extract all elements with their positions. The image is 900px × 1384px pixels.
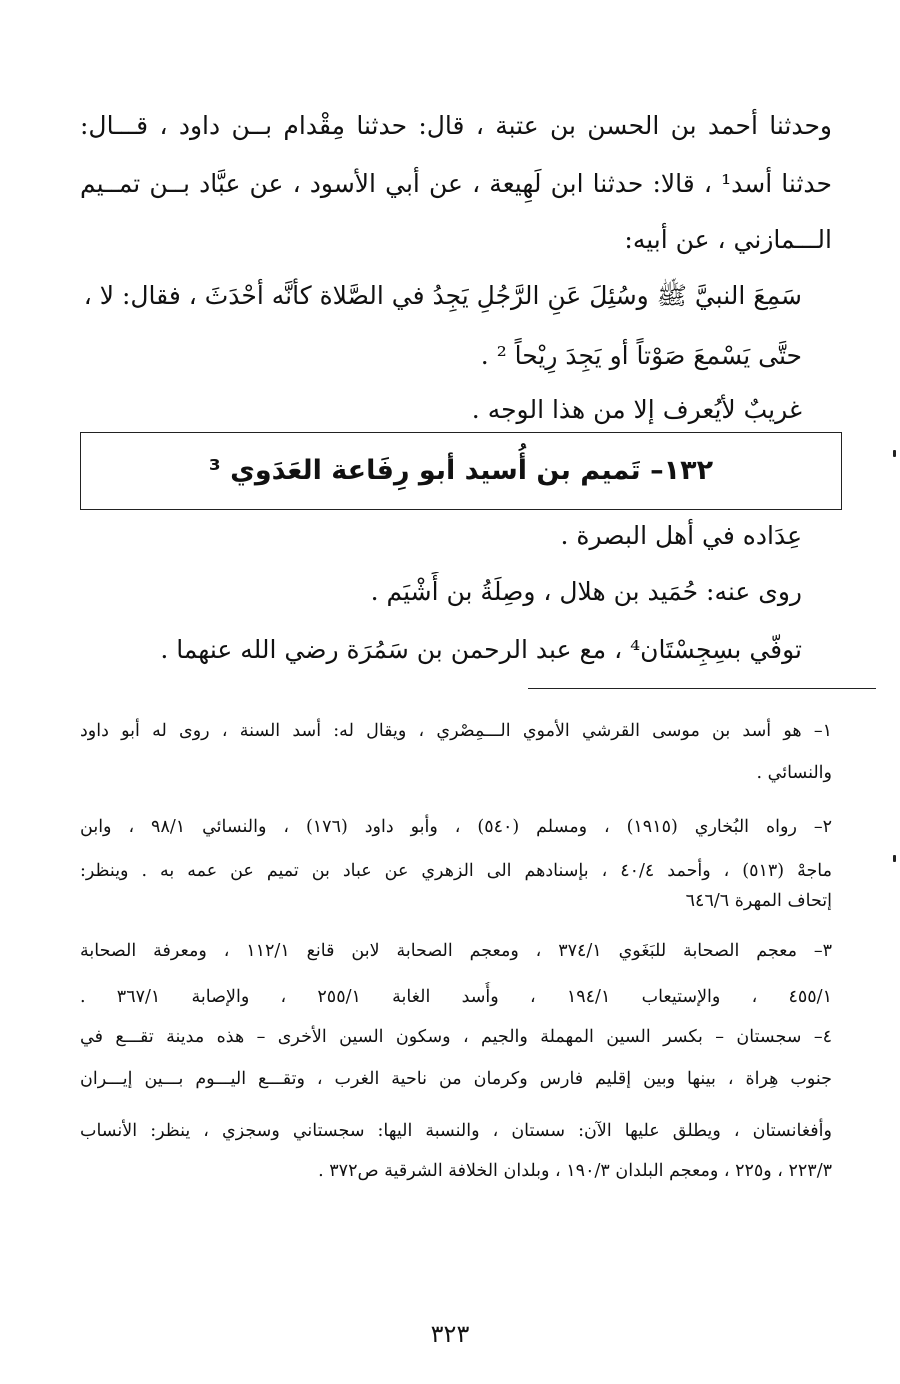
footnote-line-2: والنسائي . xyxy=(756,763,832,783)
footnote-line-6: ٣– معجم الصحابة للبَغَوي ٣٧٤/١ ، ومعجم الصحابة لابن قانع ١١٢/١ ، ومعرفة الصحابة xyxy=(80,941,832,961)
footnote-line-8: ٤– سجستان – بكسر السين المهملة والجيم ، وسكون السين الأخرى – هذه مدينة تقـــع في xyxy=(80,1027,832,1047)
footnote-line-7: ٤٥٥/١ ، والإستيعاب ١٩٤/١ ، وأُسد الغابة ٢٥٥/١ ، والإصابة ٣٦٧/١ . xyxy=(80,987,832,1007)
footnote-line-1: ١– هو أسد بن موسى القرشي الأموي الـــمِصْري ، ويقال له: أسد السنة ، روى له أبو داود xyxy=(80,721,832,741)
footnote-line-10: وأفغانستان ، ويطلق عليها الآن: سستان ، والنسبة اليها: سجستاني وسجزي ، ينظر: الأنساب xyxy=(80,1121,832,1141)
footnote-line-9: جنوب هِراة ، بينها وبين إقليم فارس وكرمان من ناحية الغرب ، وتقـــع اليـــوم بـــين إيـــران xyxy=(80,1069,832,1089)
entry-line-3: توفّي بسِجِسْتَان⁴ ، مع عبد الرحمن بن سَمُرَة رضي الله عنهما . xyxy=(160,635,802,664)
grading-line: غريبٌ لأيُعرف إلا من هذا الوجه . xyxy=(471,395,802,424)
scan-mark xyxy=(893,450,896,457)
hadith-line-1: سَمِعَ النبيَّ ﷺ وسُئِلَ عَنِ الرَّجُلِ يَجِدُ في الصَّلاة كأنَّه أحْدَثَ ، فقال: لا ، xyxy=(83,281,802,310)
footnote-line-3: ٢– رواه البُخاري (١٩١٥) ، ومسلم (٥٤٠) ، وأبو داود (١٧٦) ، والنسائي ٩٨/١ ، وابن xyxy=(80,817,832,837)
entry-line-1: عِدَاده في أهل البصرة . xyxy=(560,521,802,550)
footnote-line-4: ماجهْ (٥١٣) ، وأحمد ٤٠/٤ ، بإسنادهم الى الزهري عن عباد بن تميم عن عمه به . وينظر: xyxy=(80,861,832,881)
body-line-2: حدثنا أسد¹ ، قالا: حدثنا ابن لَهِيعة ، عن أبي الأسود ، عن عبَّاد بــن تمــيم xyxy=(80,169,832,198)
footnote-separator xyxy=(528,688,876,689)
entry-heading: ١٣٢– تَميم بن أُسيد أبو رِفَاعة العَدَوي ³ xyxy=(80,432,842,510)
entry-line-2: روى عنه: حُمَيد بن هلال ، وصِلَةُ بن أَشْيَم . xyxy=(370,577,802,606)
scan-mark xyxy=(893,855,896,862)
hadith-line-2: حتَّى يَسْمعَ صَوْتاً أو يَجِدَ رِيْحاً ² . xyxy=(480,341,802,370)
body-line-1: وحدثنا أحمد بن الحسن بن عتبة ، قال: حدثنا مِقْدام بــن داود ، قـــال: xyxy=(80,111,832,140)
body-line-3: الـــمازني ، عن أبيه: xyxy=(624,225,832,254)
footnote-line-11: ٢٢٣/٣ ، و٢٢٥ ، ومعجم البلدان ١٩٠/٣ ، وبلدان الخلافة الشرقية ص٣٧٢ . xyxy=(318,1161,832,1181)
page-number: ٣٢٣ xyxy=(430,1320,470,1348)
footnote-line-5: إتحاف المهرة ٦٤٦/٦ xyxy=(685,891,832,911)
